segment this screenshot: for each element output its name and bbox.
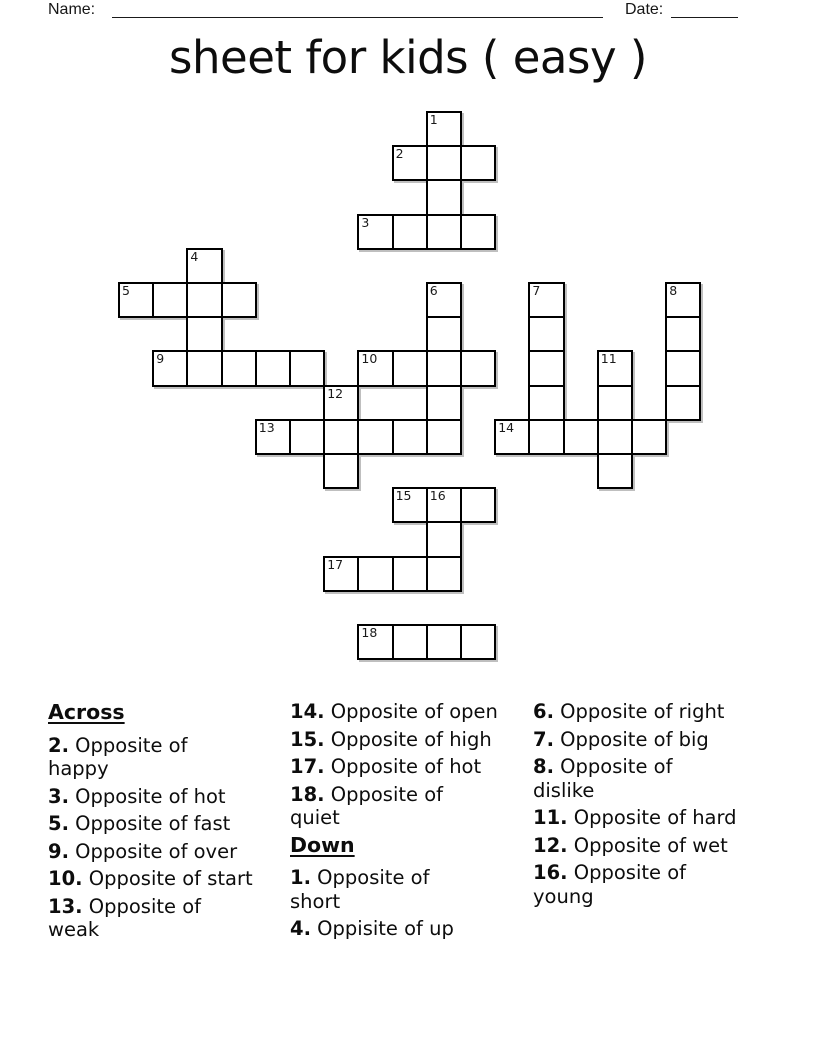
grid-cell	[631, 419, 667, 455]
clue-column	[533, 700, 737, 912]
cell-number: 5	[122, 283, 130, 298]
grid-cell	[426, 521, 462, 557]
clue-number: 14.	[290, 700, 325, 723]
grid-cell	[665, 316, 701, 352]
clue: 12. Opposite of wet	[533, 833, 728, 857]
grid-cell	[460, 214, 496, 250]
grid-cell	[289, 419, 325, 455]
grid-cell	[255, 419, 291, 455]
grid-cell	[426, 419, 462, 455]
grid-cell	[392, 145, 428, 181]
name-blank-line	[112, 0, 603, 18]
grid-cell	[221, 350, 257, 386]
grid-cell	[665, 385, 701, 421]
cell-number: 15	[395, 488, 412, 504]
cell-number: 9	[156, 351, 165, 367]
cell-number: 6	[429, 283, 438, 298]
grid-cell	[392, 214, 428, 250]
grid-cell	[460, 487, 496, 523]
grid-cell	[221, 282, 257, 318]
cell-number: 3	[361, 214, 370, 230]
grid-cell	[460, 145, 496, 181]
grid-cell	[426, 214, 462, 250]
cell-number: 16	[429, 488, 446, 504]
clue: 7. Opposite of big	[533, 727, 709, 751]
grid-cell	[357, 624, 393, 660]
grid-cell	[494, 419, 530, 455]
grid-cell	[152, 350, 188, 386]
grid-cell	[597, 385, 633, 421]
clue: 15. Opposite of high	[290, 727, 492, 751]
grid-cell	[426, 282, 462, 318]
grid-cell	[186, 282, 222, 318]
clue-number: 16.	[533, 861, 568, 884]
grid-cell	[528, 350, 564, 386]
cell-number: 1	[429, 112, 438, 127]
clue-number: 11.	[533, 806, 568, 829]
clue: 17. Opposite of hot	[290, 755, 482, 778]
grid-cell	[426, 111, 462, 147]
grid-cell	[665, 282, 701, 318]
grid-cell	[528, 282, 564, 318]
name-label: Name:	[48, 1, 96, 18]
cell-number: 8	[669, 283, 678, 298]
clue-number: 17.	[290, 755, 325, 778]
grid-cell	[426, 487, 462, 523]
grid-cell	[426, 624, 462, 660]
grid-cell	[392, 419, 428, 455]
cell-number: 7	[532, 283, 541, 298]
grid-cell	[357, 556, 393, 592]
grid-cell	[426, 350, 462, 386]
clue-list-heading: Down	[290, 832, 355, 857]
grid-cell	[392, 350, 428, 386]
grid-cell	[528, 385, 564, 421]
cell-number: 2	[395, 146, 404, 162]
grid-cell	[357, 419, 393, 455]
grid-cell	[597, 419, 633, 455]
clue: 13. Opposite of weak	[48, 894, 201, 941]
clue-number: 15.	[290, 727, 325, 751]
grid-cell	[563, 419, 599, 455]
grid-cell	[392, 556, 428, 592]
clue-number: 1.	[290, 866, 311, 889]
grid-cell	[392, 487, 428, 523]
clue-number: 13.	[48, 894, 83, 918]
grid-cell	[323, 556, 359, 592]
clue-number: 4.	[290, 917, 311, 940]
grid-cell	[152, 282, 188, 318]
clue-column	[48, 700, 253, 946]
clue: 10. Opposite of start	[48, 867, 253, 890]
clue: 14. Opposite of open	[290, 700, 498, 723]
grid-cell	[665, 350, 701, 386]
clue-number: 7.	[533, 727, 554, 751]
cell-number: 18	[361, 625, 378, 640]
grid-cell	[392, 624, 428, 660]
grid-cell	[597, 453, 633, 489]
grid-cell	[426, 179, 462, 215]
cell-number: 10	[361, 351, 378, 367]
clue-number: 9.	[48, 839, 69, 863]
grid-cell	[357, 350, 393, 386]
grid-cell	[186, 248, 222, 284]
clue-number: 2.	[48, 733, 69, 757]
clue-column	[290, 700, 498, 945]
clue: 2. Opposite of happy	[48, 733, 188, 780]
grid-cell	[323, 385, 359, 421]
grid-cell	[426, 316, 462, 352]
clue: 4. Oppisite of up	[290, 917, 454, 940]
cell-number: 11	[600, 351, 617, 367]
grid-cell	[597, 350, 633, 386]
cell-number: 17	[327, 556, 344, 572]
clue: 1. Opposite of short	[290, 866, 430, 913]
clue-list-heading: Across	[48, 700, 125, 724]
cell-number: 4	[190, 248, 199, 264]
clue: 8. Opposite of dislike	[533, 755, 673, 802]
grid-cell	[460, 350, 496, 386]
clue: 9. Opposite of over	[48, 839, 238, 863]
clue: 16. Opposite of young	[533, 861, 686, 908]
grid-cell	[528, 316, 564, 352]
clue-number: 8.	[533, 755, 554, 778]
grid-cell	[426, 556, 462, 592]
clue-number: 18.	[290, 782, 325, 806]
grid-cell	[255, 350, 291, 386]
grid-cell	[186, 316, 222, 352]
grid-cell	[323, 419, 359, 455]
clue: 18. Opposite of quiet	[290, 782, 443, 829]
grid-cell	[289, 350, 325, 386]
grid-cell	[118, 282, 154, 318]
grid-cell	[357, 214, 393, 250]
clue: 11. Opposite of hard	[533, 806, 737, 829]
cell-number: 13	[258, 419, 275, 435]
page-title: sheet for kids ( easy )	[169, 31, 647, 84]
grid-cell	[323, 453, 359, 489]
clue: 5. Opposite of fast	[48, 812, 231, 835]
clue-number: 10.	[48, 867, 83, 890]
grid-cell	[426, 385, 462, 421]
clue-number: 12.	[533, 833, 568, 857]
clue: 3. Opposite of hot	[48, 784, 226, 808]
grid-cell	[186, 350, 222, 386]
date-label: Date:	[625, 1, 664, 18]
clue-number: 6.	[533, 700, 554, 723]
cell-number: 12	[327, 385, 344, 401]
clue-number: 5.	[48, 812, 69, 835]
grid-cell	[460, 624, 496, 660]
cell-number: 14	[498, 419, 515, 435]
clue-number: 3.	[48, 784, 69, 808]
clue: 6. Opposite of right	[533, 700, 725, 723]
grid-cell	[528, 419, 564, 455]
date-blank-line	[671, 0, 738, 18]
grid-cell	[426, 145, 462, 181]
